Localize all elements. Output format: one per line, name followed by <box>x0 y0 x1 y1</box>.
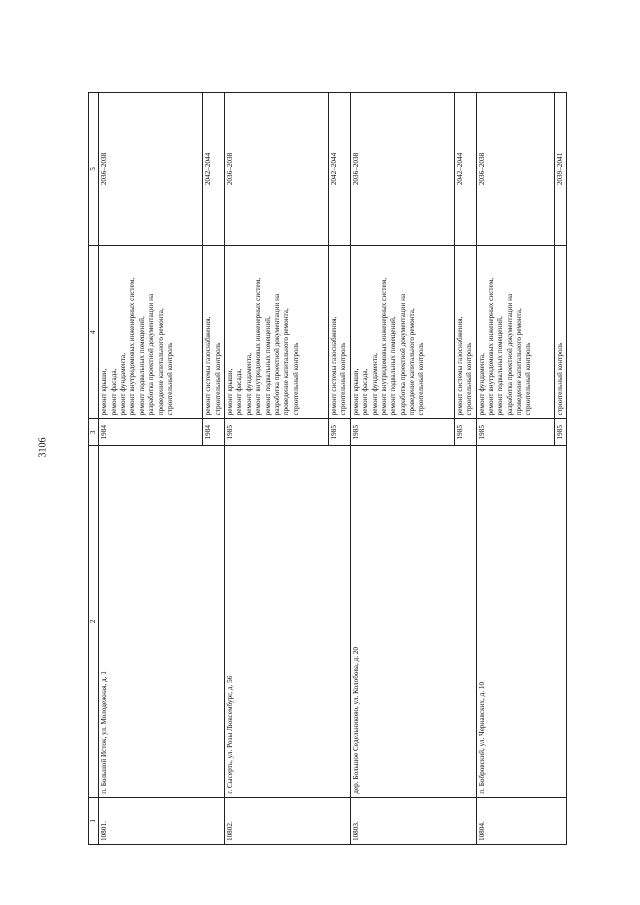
record-works: строительный контроль <box>554 245 566 418</box>
record-works: ремонт крыши, ремонт фасада, ремонт фундамента, ремонт внутридомовых инженерных систем, ремонт подвальных помещений, разработка проектной документации на проведение капитального ремонта, строительный контроль <box>99 245 203 418</box>
header-col-2: 2 <box>89 446 99 798</box>
record-year: 1984 <box>203 419 225 446</box>
record-period: 2042–2044 <box>329 93 351 246</box>
record-number: 10804. <box>476 797 566 844</box>
record-year: 1985 <box>350 419 454 446</box>
record-period: 2042–2044 <box>454 93 476 246</box>
table-header-row <box>89 93 99 845</box>
record-year: 1985 <box>454 419 476 446</box>
header-col-5: 5 <box>89 93 99 246</box>
record-works: ремонт крыши, ремонт фасада, ремонт фундамента, ремонт внутридомовых инженерных систем, ремонт подвальных помещений, разработка проектной документации на проведение капитального ремонта, строительный контроль <box>225 245 329 418</box>
record-period: 2036–2038 <box>225 93 329 246</box>
record-period: 2042–2044 <box>203 93 225 246</box>
table-row <box>350 93 454 845</box>
record-address: дер. Большое Седельниково, ул. Колобова, д. 20 <box>350 446 476 798</box>
record-works: ремонт фундамента, ремонт внутридомовых инженерных систем, ремонт подвальных помещений, разработка проектной документации на проведение капитального ремонта, строительный контроль <box>476 245 554 418</box>
record-number: 10803. <box>350 797 476 844</box>
record-period: 2036–2038 <box>476 93 554 246</box>
record-year: 1985 <box>225 419 329 446</box>
record-year: 1985 <box>554 419 566 446</box>
record-number: 10802. <box>225 797 351 844</box>
record-address: п. Большой Исток, ул. Молодежная, д. 1 <box>99 446 225 798</box>
record-works: ремонт системы газоснабжения, строительный контроль <box>454 245 476 418</box>
record-period: 2036–2038 <box>350 93 454 246</box>
record-works: ремонт системы газоснабжения, строительный контроль <box>329 245 351 418</box>
record-year: 1984 <box>99 419 203 446</box>
table-row <box>225 93 329 845</box>
record-period: 2039–2041 <box>554 93 566 246</box>
document-table-area <box>88 92 565 845</box>
record-number: 10801. <box>99 797 225 844</box>
table-row <box>476 93 554 845</box>
record-year: 1985 <box>476 419 554 446</box>
record-period: 2036–2038 <box>99 93 203 246</box>
capital-repair-table <box>88 92 567 845</box>
table-row <box>99 93 203 845</box>
record-year: 1985 <box>329 419 351 446</box>
record-works: ремонт крыши, ремонт фасада, ремонт фундамента, ремонт внутридомовых инженерных систем, ремонт подвальных помещений, разработка проектной документации на проведение капитального ремонта, строительный контроль <box>350 245 454 418</box>
header-col-4: 4 <box>89 245 99 418</box>
record-address: г. Сысерть, ул. Розы Люксембург, д. 56 <box>225 446 351 798</box>
record-address: п. Бобровский, ул. Чернавских, д. 10 <box>476 446 566 798</box>
header-col-1: 1 <box>89 797 99 844</box>
page-number: 3106 <box>37 437 49 458</box>
record-works: ремонт системы газоснабжения, строительный контроль <box>203 245 225 418</box>
header-col-3: 3 <box>89 419 99 446</box>
